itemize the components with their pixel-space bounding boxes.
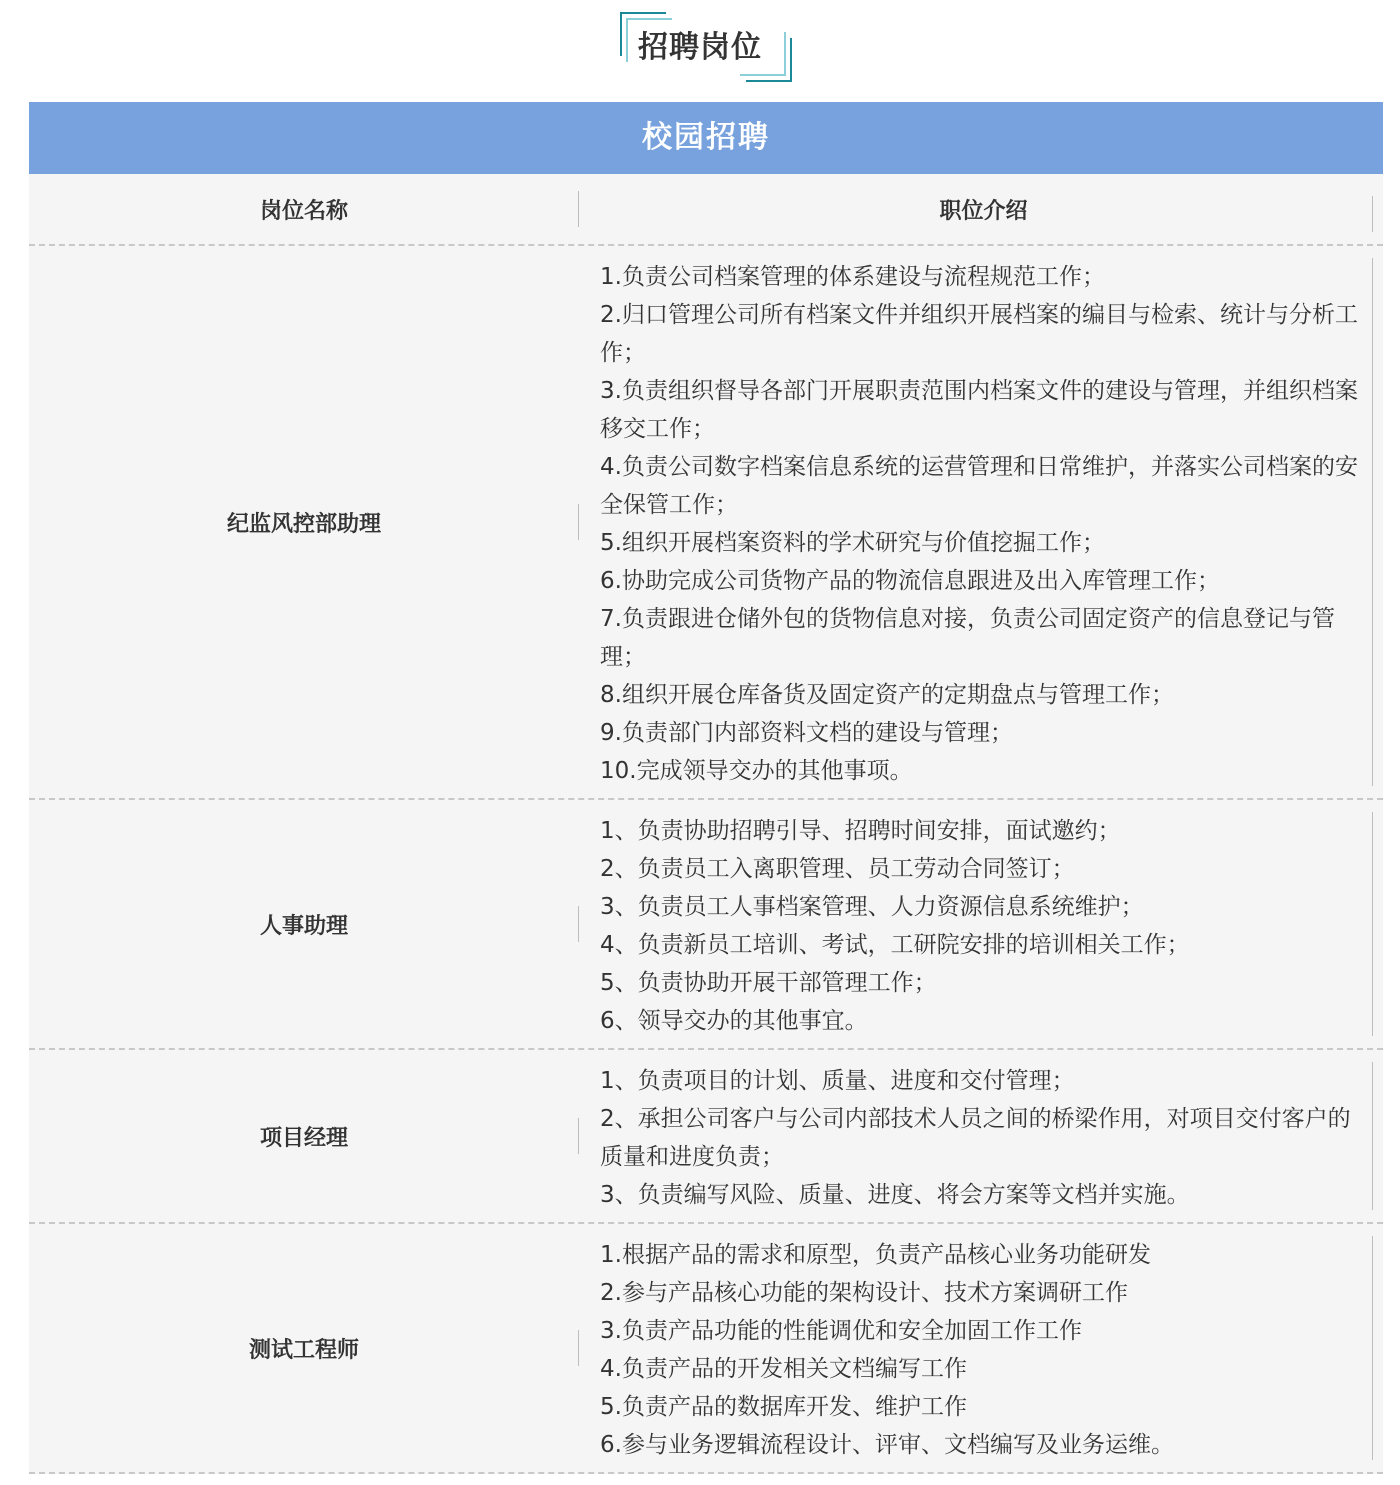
job-description (579, 800, 1383, 1048)
page-title: 招聘岗位 (638, 30, 762, 65)
job-description (579, 246, 1383, 798)
campus-recruitment-band: 校园招聘 (29, 102, 1383, 174)
section-title-area (0, 0, 1400, 90)
table-row (29, 800, 1383, 1050)
position-name: 测试工程师 (29, 1224, 579, 1472)
description-line: 3、负责编写风险、质量、进度、将会方案等文档并实施。 (600, 1182, 1190, 1208)
description-line: 5.负责产品的数据库开发、维护工作 (600, 1394, 967, 1420)
table-row (29, 1050, 1383, 1224)
description-line: 2.参与产品核心功能的架构设计、技术方案调研工作 (600, 1280, 1128, 1306)
description-line: 2、承担公司客户与公司内部技术人员之间的桥梁作用，对项目交付客户的质量和进度负责； (600, 1106, 1351, 1170)
description-line: 5.组织开展档案资料的学术研究与价值挖掘工作； (600, 530, 1105, 556)
description-line: 4.负责产品的开发相关文档编写工作 (600, 1356, 967, 1382)
description-line: 6、领导交办的其他事宜。 (600, 1008, 868, 1034)
description-line: 2、负责员工入离职管理、员工劳动合同签订； (600, 856, 1075, 882)
description-line: 1.根据产品的需求和原型，负责产品核心业务功能研发 (600, 1242, 1151, 1268)
description-line: 9.负责部门内部资料文档的建设与管理； (600, 720, 1013, 746)
table-row (29, 246, 1383, 800)
description-line: 4.负责公司数字档案信息系统的运营管理和日常维护，并落实公司档案的安全保管工作； (600, 454, 1358, 518)
header-description: 职位介绍 (579, 174, 1383, 244)
description-line: 4、负责新员工培训、考试，工研院安排的培训相关工作； (600, 932, 1190, 958)
table-row (29, 1224, 1383, 1474)
description-line: 3.负责产品功能的性能调优和安全加固工作工作 (600, 1318, 1082, 1344)
description-line: 1、负责项目的计划、质量、进度和交付管理； (600, 1068, 1075, 1094)
recruitment-table (29, 102, 1383, 1474)
header-position: 岗位名称 (29, 174, 579, 244)
description-line: 10.完成领导交办的其他事项。 (600, 758, 913, 784)
job-description (579, 1050, 1383, 1222)
table-header-row (29, 174, 1383, 246)
description-line: 6.参与业务逻辑流程设计、评审、文档编写及业务运维。 (600, 1432, 1174, 1458)
description-line: 3.负责组织督导各部门开展职责范围内档案文件的建设与管理，并组织档案移交工作； (600, 378, 1358, 442)
position-name: 纪监风控部助理 (29, 246, 579, 798)
position-name: 人事助理 (29, 800, 579, 1048)
description-line: 7.负责跟进仓储外包的货物信息对接，负责公司固定资产的信息登记与管理； (600, 606, 1335, 670)
description-line: 6.协助完成公司货物产品的物流信息跟进及出入库管理工作； (600, 568, 1220, 594)
description-line: 1、负责协助招聘引导、招聘时间安排，面试邀约； (600, 818, 1121, 844)
description-line: 1.负责公司档案管理的体系建设与流程规范工作； (600, 264, 1105, 290)
description-line: 2.归口管理公司所有档案文件并组织开展档案的编目与检索、统计与分析工作； (600, 302, 1358, 366)
position-name: 项目经理 (29, 1050, 579, 1222)
description-line: 8.组织开展仓库备货及固定资产的定期盘点与管理工作； (600, 682, 1174, 708)
description-line: 3、负责员工人事档案管理、人力资源信息系统维护； (600, 894, 1144, 920)
description-line: 5、负责协助开展干部管理工作； (600, 970, 937, 996)
job-description (579, 1224, 1383, 1472)
